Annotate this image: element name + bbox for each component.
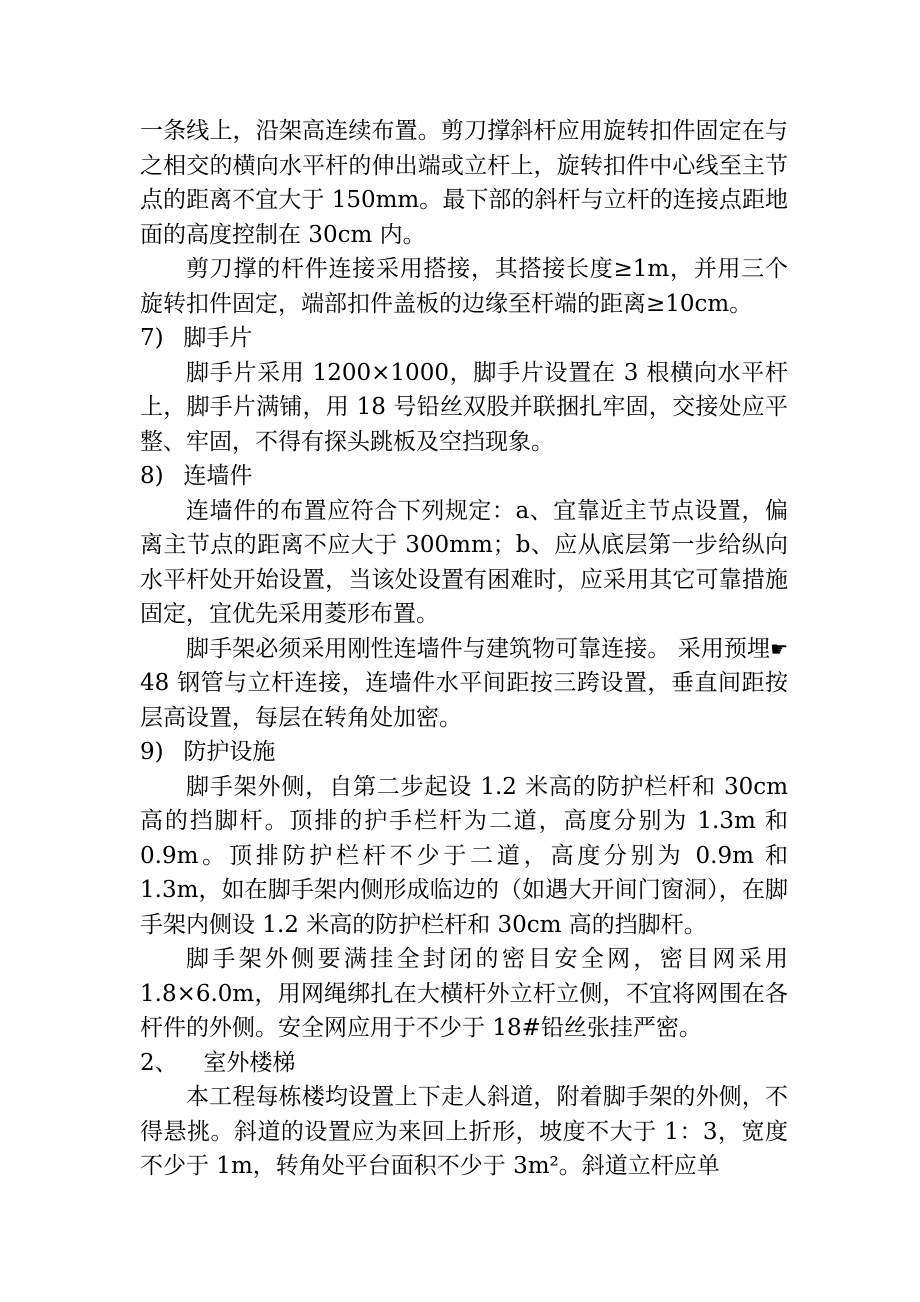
paragraph-safety-net: 脚手架外侧要满挂全封闭的密目安全网，密目网采用 1.8×6.0m，用网绳绑扎在大横杆外立杆立侧，不宜将网围在各杆件的外侧。安全网应用于不少于 18#铅丝张挂严密。 <box>140 946 788 1041</box>
paragraph-wall-tie-connection <box>140 632 788 736</box>
section-heading-8 <box>140 459 788 494</box>
paragraph-guardrail: 脚手架外侧，自第二步起设 1.2 米高的防护栏杆和 30cm 高的挡脚杆。顶排的护手栏杆为二道，高度分别为 1.3m 和 0.9m。顶排防护栏杆不少于二道，高度分别为 0.9m 和 1.3m，如在脚手架内侧形成临边的（如遇大开间门窗洞），在脚手架内侧设 1.2 米高的防护栏杆和 30cm 高的挡脚杆。 <box>140 773 788 938</box>
paragraph-scissor-brace: 剪刀撑的杆件连接采用搭接，其搭接长度≥1m，并用三个旋转扣件固定，端部扣件盖板的边缘至杆端的距离≥10cm。 <box>140 256 788 317</box>
section-number: 9) <box>140 739 164 765</box>
paragraph-outdoor-stair: 本工程每栋楼均设置上下走人斜道，附着脚手架的外侧，不得悬挑。斜道的设置应为来回上折形，坡度不大于 1：3，宽度不少于 1m，转角处平台面积不少于 3m²。斜道立杆应单 <box>140 1084 788 1179</box>
document-page <box>140 114 788 1184</box>
pointing-hand-icon: ☛ <box>770 636 788 661</box>
section-number: 2、 <box>140 1049 178 1076</box>
section-title: 连墙件 <box>183 463 253 489</box>
paragraph-intro: 一条线上，沿架高连续布置。剪刀撑斜杆应用旋转扣件固定在与之相交的横向水平杆的伸出端或立杆上，旋转扣件中心线至主节点的距离不宜大于 150mm。最下部的斜杆与立杆的连接点距地面的高度控制在 30cm 内。 <box>140 118 788 248</box>
section-title: 室外楼梯 <box>203 1049 296 1076</box>
section-heading-9 <box>140 735 788 770</box>
section-title: 脚手片 <box>183 325 253 351</box>
section-heading-7 <box>140 321 788 356</box>
paragraph-wall-tie-rules: 连墙件的布置应符合下列规定：a、宜靠近主节点设置，偏离主节点的距离不应大于 300mm；b、应从底层第一步给纵向水平杆处开始设置，当该处设置有困难时，应采用其它可靠措施固定，宜优先采用菱形布置。 <box>140 497 788 627</box>
section-heading-2 <box>140 1046 788 1081</box>
section-title: 防护设施 <box>183 739 276 765</box>
section-number: 8) <box>140 463 164 489</box>
section-number: 7) <box>140 325 164 351</box>
paragraph-scaffold-plank: 脚手片采用 1200×1000，脚手片设置在 3 根横向水平杆上，脚手片满铺，用 18 号铅丝双股并联捆扎牢固，交接处应平整、牢固，不得有探头跳板及空挡现象。 <box>140 359 788 455</box>
text-run: 48 钢管与立杆连接，连墙件水平间距按三跨设置，垂直间距按层高设置，每层在转角处加密。 <box>140 670 788 731</box>
text-run: 脚手架必须采用刚性连墙件与建筑物可靠连接。 采用预埋 <box>186 635 771 662</box>
